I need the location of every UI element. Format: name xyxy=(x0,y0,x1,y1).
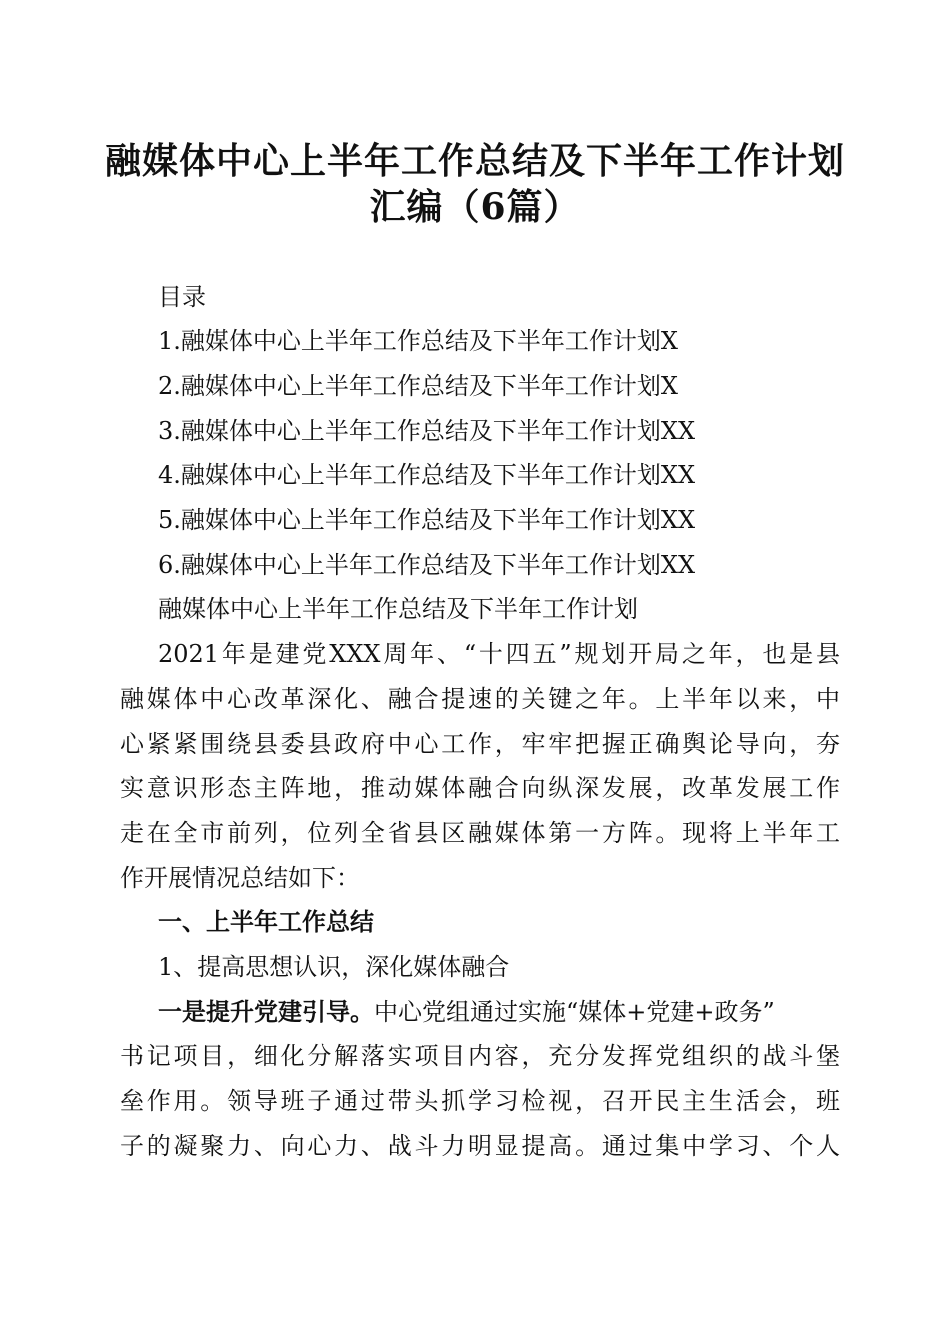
paragraph-1-line-4: 子的凝聚力、向心力、战斗力明显提高。通过集中学习、个人 xyxy=(120,1132,840,1160)
document-title-line-1: 融媒体中心上半年工作总结及下半年工作计划 xyxy=(104,140,845,182)
toc-item-3: 3.融媒体中心上半年工作总结及下半年工作计划XX xyxy=(158,417,696,445)
toc-item-6: 6.融媒体中心上半年工作总结及下半年工作计划XX xyxy=(158,551,696,579)
toc-item-5: 5.融媒体中心上半年工作总结及下半年工作计划XX xyxy=(158,506,696,534)
paragraph-1-line-2: 书记项目，细化分解落实项目内容，充分发挥党组织的战斗堡 xyxy=(120,1042,840,1070)
intro-line-1: 2021年是建党XXX周年、“十四五”规划开局之年，也是县 xyxy=(158,640,840,668)
subsection-heading: 1、提高思想认识，深化媒体融合 xyxy=(158,953,510,981)
intro-line-3: 心紧紧围绕县委县政府中心工作，牢牢把握正确舆论导向，夯 xyxy=(120,730,840,758)
intro-line-4: 实意识形态主阵地，推动媒体融合向纵深发展，改革发展工作 xyxy=(120,774,840,802)
toc-item-4: 4.融媒体中心上半年工作总结及下半年工作计划XX xyxy=(158,461,696,489)
document-title-line-2: 汇编（6篇） xyxy=(369,186,581,228)
intro-line-6: 作开展情况总结如下： xyxy=(120,864,360,892)
section-heading: 一、上半年工作总结 xyxy=(158,908,374,936)
paragraph-lead: 一是提升党建引导。 xyxy=(158,997,374,1026)
paragraph-1-line-3: 垒作用。领导班子通过带头抓学习检视，召开民主生活会，班 xyxy=(120,1087,840,1115)
intro-line-5: 走在全市前列，位列全省县区融媒体第一方阵。现将上半年工 xyxy=(120,819,840,847)
paragraph-1-line-1-text: 中心党组通过实施“媒体+党建+政务” xyxy=(374,998,775,1026)
toc-item-1: 1.融媒体中心上半年工作总结及下半年工作计划X xyxy=(158,327,678,355)
paragraph-1-line-1 xyxy=(158,990,840,1034)
intro-line-2: 融媒体中心改革深化、融合提速的关键之年。上半年以来，中 xyxy=(120,685,840,713)
toc-item-2: 2.融媒体中心上半年工作总结及下半年工作计划X xyxy=(158,372,678,400)
article-title: 融媒体中心上半年工作总结及下半年工作计划 xyxy=(158,595,638,623)
toc-heading: 目录 xyxy=(158,283,206,311)
